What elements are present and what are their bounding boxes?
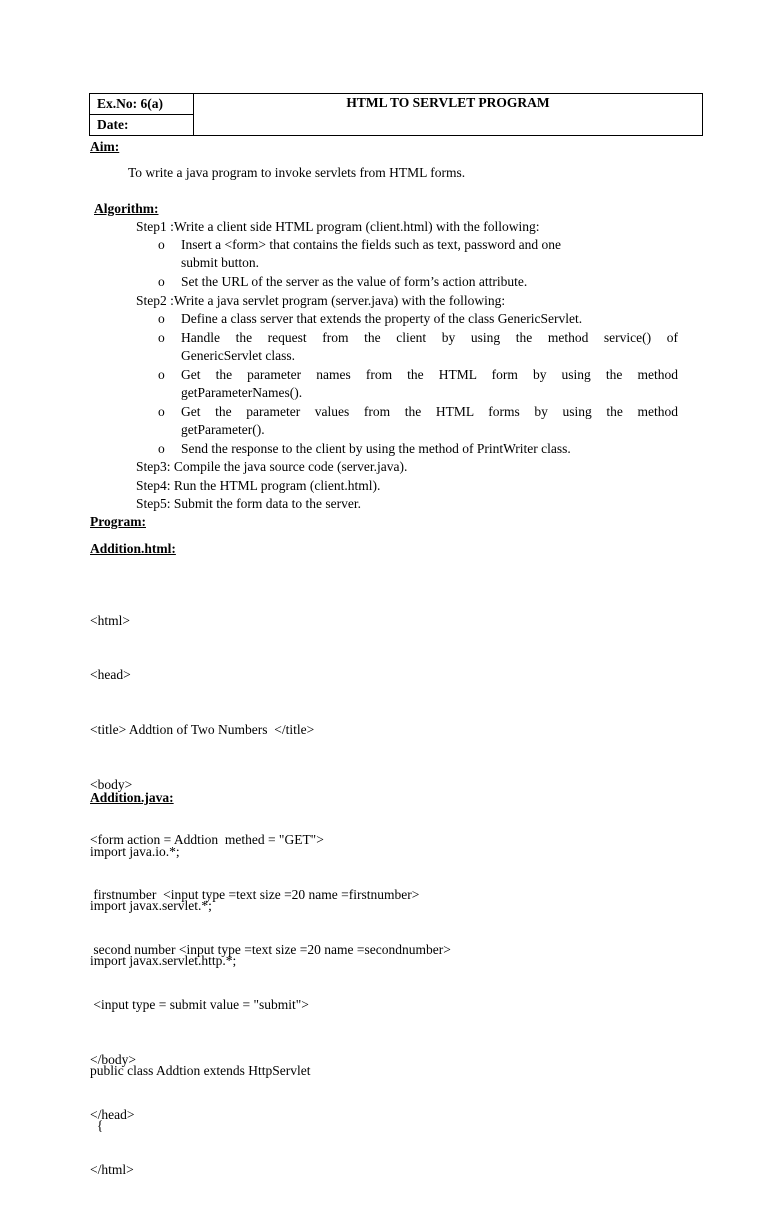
code-line: import javax.servlet.http.*; bbox=[90, 953, 237, 969]
bullet-text-line: Send the response to the client by using the method of PrintWriter class. bbox=[181, 441, 571, 456]
step4-text: Step4: Run the HTML program (client.html). bbox=[136, 478, 381, 493]
program-heading: Program: bbox=[90, 514, 146, 529]
code-line: <head> bbox=[90, 667, 131, 683]
bullet-icon: o bbox=[158, 330, 165, 345]
code-line: <body> bbox=[90, 777, 133, 793]
code-line: { bbox=[90, 1118, 104, 1134]
code-line: import javax.servlet.*; bbox=[90, 898, 212, 914]
bullet-icon: o bbox=[158, 367, 165, 382]
aim-text: To write a java program to invoke servlets from HTML forms. bbox=[128, 165, 466, 180]
code-line: </head> bbox=[90, 1106, 135, 1122]
step2-text: Step2 :Write a java servlet program (server.java) with the following: bbox=[136, 293, 506, 308]
bullet-text-line: Get the parameter values from the HTML forms by using the method bbox=[181, 404, 678, 419]
bullet-text-line: getParameterNames(). bbox=[181, 385, 303, 401]
code-line: </html> bbox=[90, 1161, 134, 1177]
bullet-text-line: submit button. bbox=[181, 255, 260, 271]
java-file-heading: Addition.java: bbox=[90, 790, 174, 805]
header-table bbox=[89, 93, 703, 136]
java-code-block bbox=[90, 806, 310, 1172]
document-title: HTML TO SERVLET PROGRAM bbox=[194, 94, 703, 136]
code-line: import java.io.*; bbox=[90, 843, 180, 859]
bullet-icon: o bbox=[158, 237, 165, 252]
aim-heading: Aim: bbox=[90, 139, 120, 154]
code-line: <input type = submit value = "submit"> bbox=[90, 996, 309, 1012]
bullet-icon: o bbox=[158, 441, 165, 456]
step1-text: Step1 :Write a client side HTML program (client.html) with the following: bbox=[136, 219, 540, 234]
bullet-text-line: Insert a <form> that contains the fields such as text, password and one bbox=[181, 237, 562, 252]
bullet-icon: o bbox=[158, 274, 165, 289]
code-line: <title> Addtion of Two Numbers </title> bbox=[90, 722, 315, 738]
code-line: <form action = Addtion methed = "GET"> bbox=[90, 832, 324, 848]
code-line: </body> bbox=[90, 1051, 136, 1067]
bullet-text-line: Set the URL of the server as the value of form’s action attribute. bbox=[181, 274, 528, 289]
html-file-heading: Addition.html: bbox=[90, 541, 176, 556]
bullet-text-line: Define a class server that extends the property of the class GenericServlet. bbox=[181, 311, 583, 326]
code-line bbox=[90, 1007, 310, 1025]
step5-text: Step5: Submit the form data to the server. bbox=[136, 496, 361, 511]
bullet-icon: o bbox=[158, 404, 165, 419]
date-label: Date: bbox=[90, 115, 194, 136]
code-line: public class Addtion extends HttpServlet bbox=[90, 1063, 311, 1079]
algorithm-heading: Algorithm: bbox=[94, 201, 159, 216]
bullet-text-line: getParameter(). bbox=[181, 422, 265, 438]
bullet-text-line: Get the parameter names from the HTML form by using the method bbox=[181, 367, 678, 382]
step3-text: Step3: Compile the java source code (server.java). bbox=[136, 459, 408, 474]
exercise-number: Ex.No: 6(a) bbox=[90, 94, 194, 115]
bullet-text-line: Handle the request from the client by using the method service() of bbox=[181, 330, 678, 345]
code-line: second number <input type =text size =20 name =secondnumber> bbox=[90, 941, 451, 957]
code-line: <html> bbox=[90, 612, 130, 628]
code-line: firstnumber <input type =text size =20 name =firstnumber> bbox=[90, 887, 420, 903]
bullet-text-line: GenericServlet class. bbox=[181, 348, 295, 364]
bullet-icon: o bbox=[158, 311, 165, 326]
